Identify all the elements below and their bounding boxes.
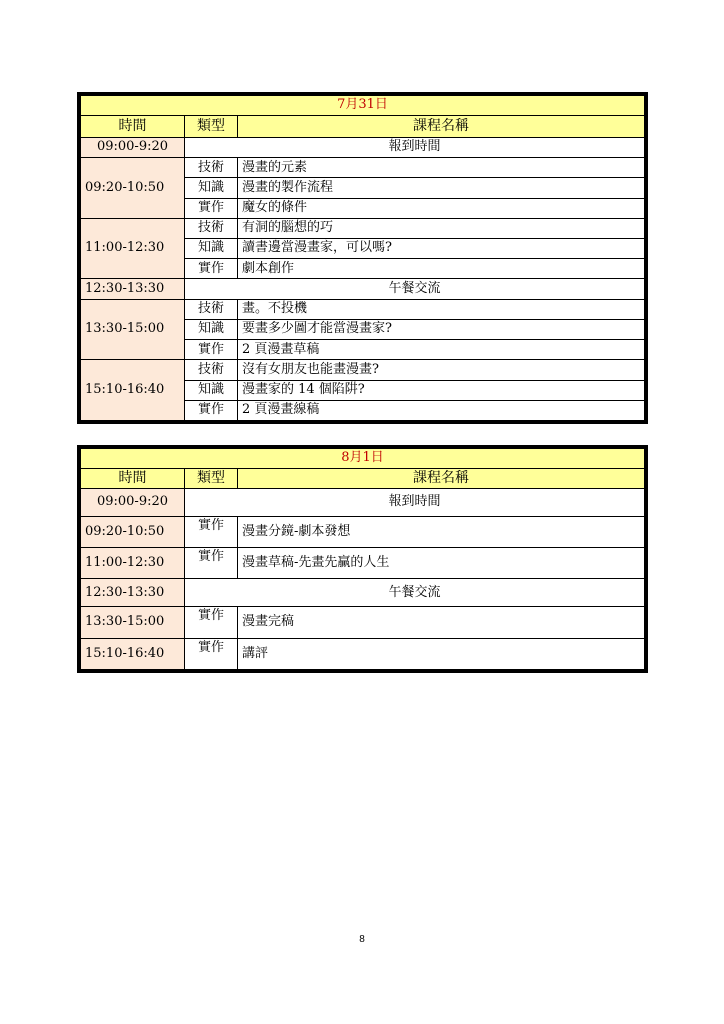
session-name: 漫畫完稿	[238, 607, 645, 638]
session-type: 實作	[185, 259, 238, 279]
session-time: 15:10-16:40	[81, 360, 185, 421]
header-type: 類型	[185, 116, 238, 138]
session-type: 實作	[185, 548, 238, 579]
session-type: 實作	[185, 400, 238, 420]
session-time: 11:00-12:30	[81, 218, 185, 279]
header-course: 課程名稱	[238, 469, 645, 489]
lunch-time: 12:30-13:30	[81, 579, 185, 607]
session-type: 技術	[185, 360, 238, 380]
session-name: 漫畫家的 14 個陷阱?	[238, 380, 645, 400]
checkin-label: 報到時間	[185, 489, 645, 517]
schedule-table-day2	[77, 445, 648, 673]
session-name: 漫畫分鏡-劇本發想	[238, 516, 645, 547]
session-name: 講評	[238, 638, 645, 669]
session-type: 實作	[185, 340, 238, 360]
session-name: 畫。不投機	[238, 299, 645, 319]
session-name: 漫畫草稿-先畫先贏的人生	[238, 548, 645, 579]
session-time: 11:00-12:30	[81, 548, 185, 579]
checkin-time: 09:00-9:20	[81, 489, 185, 517]
session-name: 有洞的腦想的巧	[238, 218, 645, 238]
header-type: 類型	[185, 469, 238, 489]
checkin-label: 報到時間	[185, 137, 645, 157]
session-time: 13:30-15:00	[81, 299, 185, 360]
header-time: 時間	[81, 469, 185, 489]
header-course: 課程名稱	[238, 116, 645, 138]
session-type: 技術	[185, 218, 238, 238]
table-date: 8月1日	[81, 449, 645, 469]
session-type: 實作	[185, 198, 238, 218]
session-type: 技術	[185, 158, 238, 178]
lunch-label: 午餐交流	[185, 579, 645, 607]
session-name: 要畫多少圖才能當漫畫家?	[238, 319, 645, 339]
session-name: 讀書邊當漫畫家，可以嗎?	[238, 238, 645, 258]
session-type: 實作	[185, 638, 238, 669]
session-type: 知識	[185, 178, 238, 198]
session-type: 知識	[185, 319, 238, 339]
session-name: 2 頁漫畫線稿	[238, 400, 645, 420]
session-type: 技術	[185, 299, 238, 319]
session-type: 實作	[185, 516, 238, 547]
schedule-table-day1	[77, 92, 648, 424]
session-type: 知識	[185, 238, 238, 258]
session-type: 實作	[185, 607, 238, 638]
page-number: 8	[359, 934, 365, 945]
checkin-time: 09:00-9:20	[81, 137, 185, 157]
lunch-time: 12:30-13:30	[81, 279, 185, 299]
session-name: 漫畫的元素	[238, 158, 645, 178]
session-time: 15:10-16:40	[81, 638, 185, 669]
session-time: 09:20-10:50	[81, 516, 185, 547]
session-time: 13:30-15:00	[81, 607, 185, 638]
session-time: 09:20-10:50	[81, 158, 185, 219]
lunch-label: 午餐交流	[185, 279, 645, 299]
table-date: 7月31日	[81, 96, 645, 116]
session-name: 劇本創作	[238, 259, 645, 279]
session-name: 漫畫的製作流程	[238, 178, 645, 198]
session-name: 魔女的條件	[238, 198, 645, 218]
session-name: 2 頁漫畫草稿	[238, 340, 645, 360]
session-name: 沒有女朋友也能畫漫畫?	[238, 360, 645, 380]
session-type: 知識	[185, 380, 238, 400]
header-time: 時間	[81, 116, 185, 138]
